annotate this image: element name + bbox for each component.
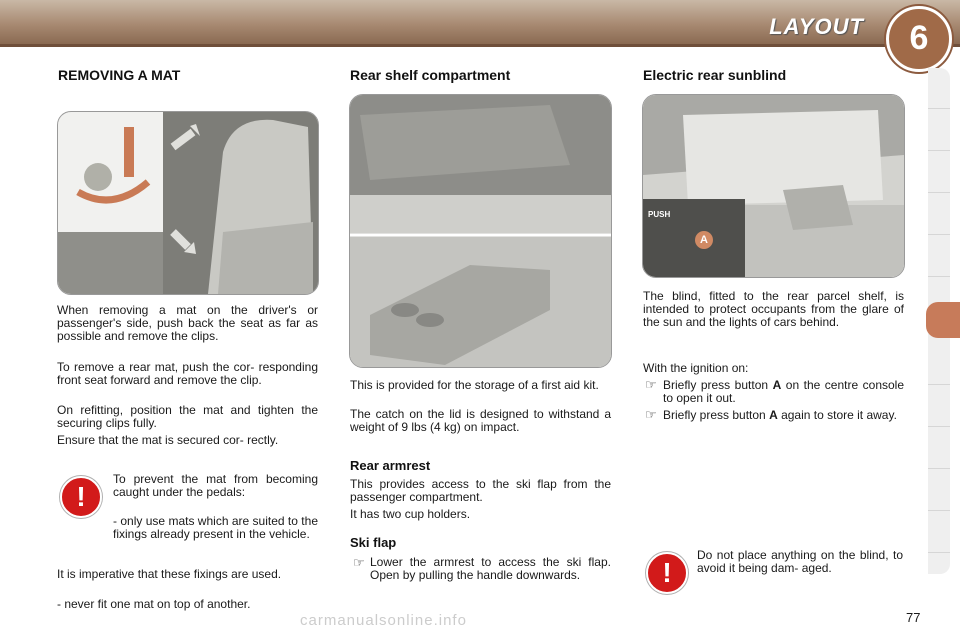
sunblind-intro: The blind, fitted to the rear parcel shelf, is intended to protect occupants from the glare of the sun and the lights of cars behind.: [643, 289, 904, 329]
step-1-prefix: Briefly press button: [663, 378, 769, 392]
step-1-key: A: [772, 378, 782, 392]
warning-icon: !: [646, 552, 688, 594]
button-a-marker: A: [695, 231, 713, 249]
chapter-tab[interactable]: [928, 236, 950, 277]
chapter-tab[interactable]: [928, 386, 950, 427]
mat-warning-text: To prevent the mat from becoming caught under the pedals:: [113, 472, 318, 499]
chapter-tab[interactable]: [928, 344, 950, 385]
shelf-paragraph-2: The catch on the lid is designed to withstand a weight of 9 lbs (4 kg) on impact.: [350, 407, 611, 434]
mat-paragraph-2: To remove a rear mat, push the cor- responding front seat forward and remove the clip.: [57, 360, 318, 387]
mat-paragraph-1: When removing a mat on the driver's or passenger's side, push back the seat as far as possible and remove the clips.: [57, 303, 318, 343]
mat-paragraph-4: Ensure that the mat is secured cor- rectly.: [57, 433, 279, 447]
rear-shelf-illustration: [350, 95, 611, 367]
section-heading-rear-armrest: Rear armrest: [350, 458, 431, 473]
chapter-tab[interactable]: [928, 152, 950, 193]
mat-warning-item-2: - never fit one mat on top of another.: [57, 597, 251, 611]
sunblind-photo: [642, 94, 905, 278]
chapter-tab[interactable]: [928, 470, 950, 511]
step-2-key: A: [769, 408, 778, 422]
sunblind-step-2: [663, 409, 904, 422]
armrest-paragraph-1: This provides access to the ski flap from the passenger compartment.: [350, 477, 611, 504]
chapter-tab-active[interactable]: [926, 302, 960, 338]
sunblind-ignition: With the ignition on:: [643, 361, 749, 375]
step-2-prefix: Briefly press button: [663, 408, 766, 422]
chapter-tab[interactable]: [928, 512, 950, 553]
mat-warning-item-1: - only use mats which are suited to the fixings already present in the vehicle.: [113, 514, 318, 541]
section-heading-ski-flap: Ski flap: [350, 535, 397, 550]
rear-shelf-photo: [349, 94, 612, 368]
sunblind-warning: Do not place anything on the blind, to avoid it being dam- aged.: [697, 548, 903, 575]
shelf-paragraph-1: This is provided for the storage of a first aid kit.: [350, 378, 599, 392]
watermark: carmanualsonline.info: [300, 612, 467, 629]
pointing-hand-icon: ☞: [353, 555, 365, 570]
chapter-tab[interactable]: [928, 194, 950, 235]
step-2-suffix: again to store it away.: [781, 408, 897, 422]
pointing-hand-icon: ☞: [645, 407, 657, 422]
chapter-tab[interactable]: [928, 110, 950, 151]
mat-warning-note: It is imperative that these fixings are used.: [57, 567, 282, 581]
ski-flap-text: Lower the armrest to access the ski flap. Open by pulling the handle downwards.: [370, 555, 611, 582]
sunblind-step-1: [663, 379, 904, 405]
section-heading-rear-shelf: Rear shelf compartment: [350, 67, 511, 83]
mat-paragraph-3: On refitting, position the mat and tighten the securing clips fully.: [57, 403, 318, 430]
sunblind-illustration: [643, 95, 904, 277]
chapter-title: LAYOUT: [769, 14, 864, 39]
warning-icon: !: [60, 476, 102, 518]
chapter-number-badge: 6: [886, 6, 952, 72]
armrest-paragraph-2: It has two cup holders.: [350, 507, 471, 521]
chapter-tab[interactable]: [928, 428, 950, 469]
header-divider: [0, 44, 960, 47]
section-heading-removing-mat: REMOVING A MAT: [58, 67, 181, 83]
step-1-suffix: on the centre console to open it out.: [663, 378, 905, 405]
sunblind-panel-label: PUSH: [648, 210, 671, 219]
section-heading-sunblind: Electric rear sunblind: [643, 67, 787, 83]
mat-removal-illustration: [58, 112, 318, 294]
page-number: 77: [906, 610, 921, 625]
mat-removal-photo: [57, 111, 319, 295]
chapter-tab[interactable]: [928, 68, 950, 109]
pointing-hand-icon: ☞: [645, 377, 657, 392]
